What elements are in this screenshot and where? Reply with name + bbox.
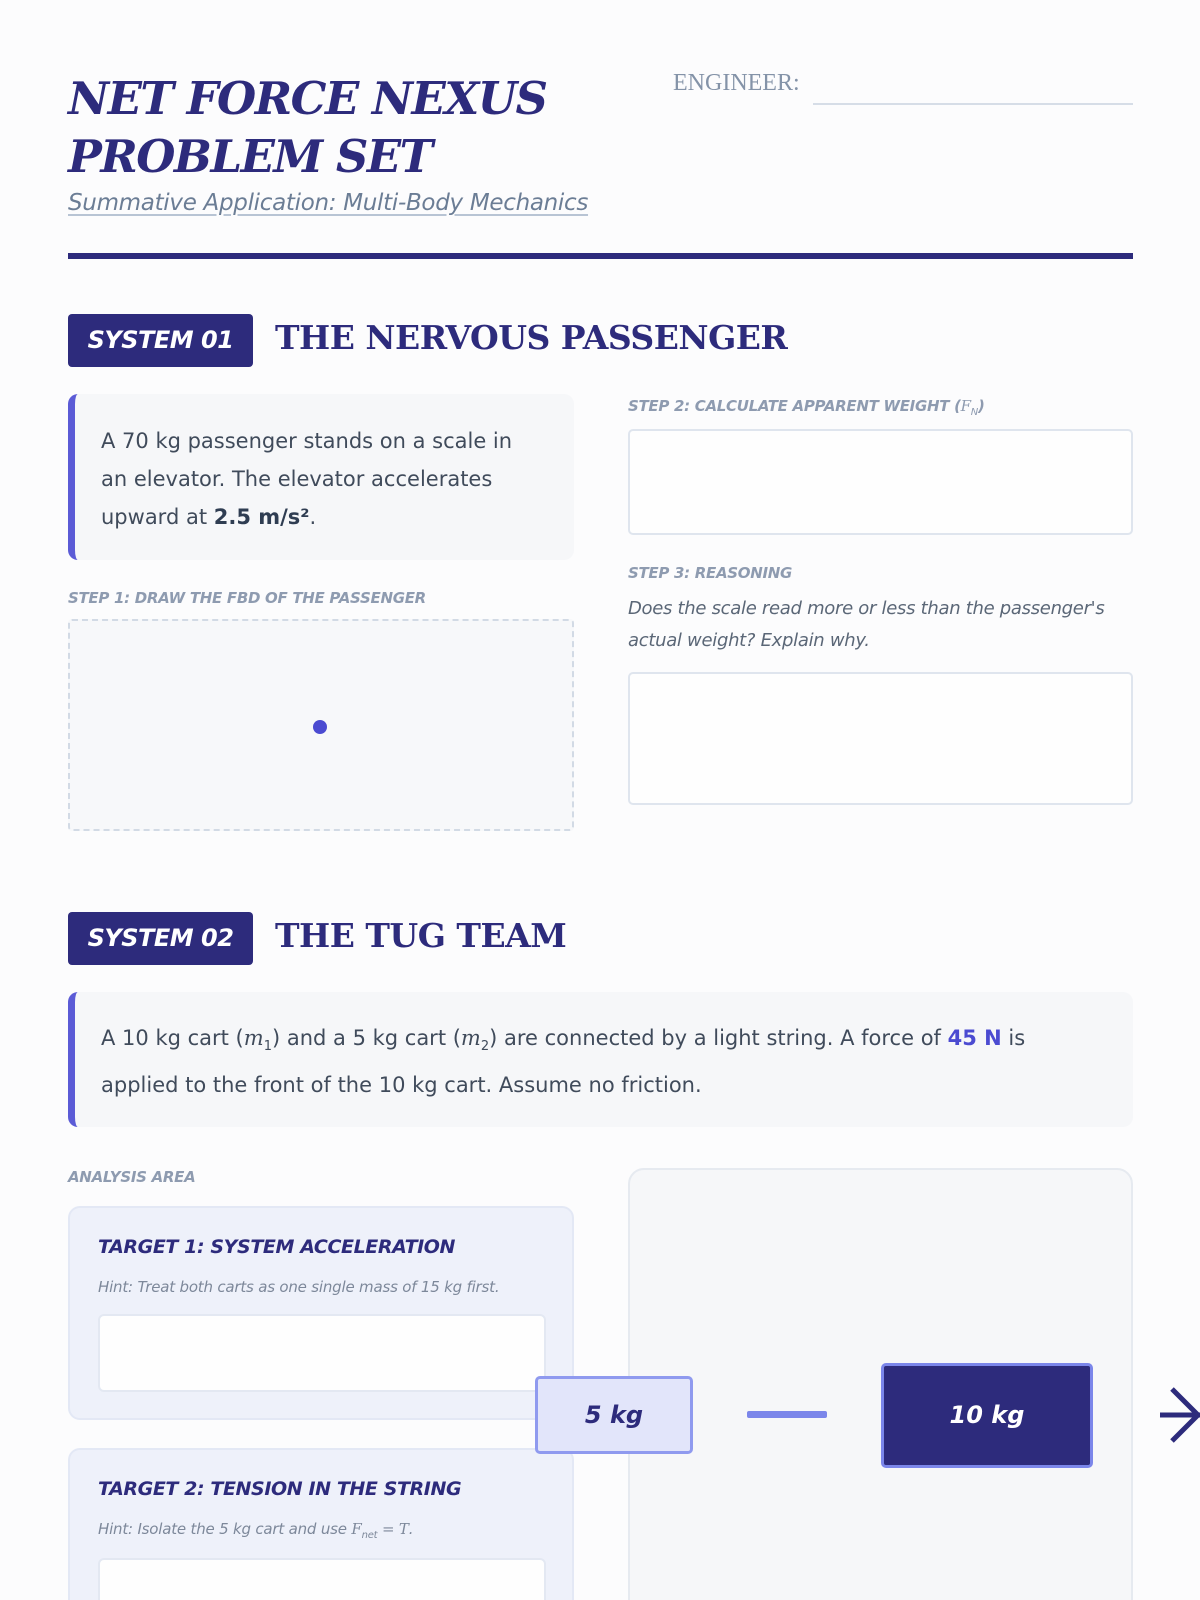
acceleration-input[interactable] <box>98 1314 546 1392</box>
target-2-hint <box>98 1520 413 1541</box>
analysis-area-label: ANALYSIS AREA <box>68 1168 196 1186</box>
problem-text-4: is applied to the front of the 10 kg cart. Assume no friction. <box>101 1026 1026 1098</box>
tension-input[interactable] <box>98 1558 546 1600</box>
tension-equation: = T <box>377 1520 409 1538</box>
m2-symbol: m <box>460 1026 481 1050</box>
fnet-symbol: F <box>351 1520 362 1538</box>
target-2-hint-text: Hint: Isolate the 5 kg cart and use <box>98 1520 352 1538</box>
m2-subscript: 2 <box>480 1039 490 1055</box>
fnet-subscript: net <box>361 1530 378 1541</box>
apparent-weight-input[interactable] <box>628 429 1133 535</box>
applied-force-value: 45 N <box>947 1026 1002 1050</box>
passenger-point-icon <box>313 720 327 734</box>
cart-5kg: 5 kg <box>535 1376 693 1454</box>
m1-subscript: 1 <box>263 1039 272 1055</box>
step-2-label <box>628 397 985 418</box>
problem-end: . <box>309 505 317 529</box>
fn-subscript: N <box>970 407 978 418</box>
system-02-badge: SYSTEM 02 <box>68 912 253 965</box>
cart-10kg: 10 kg <box>881 1363 1093 1468</box>
system-02-problem <box>68 992 1133 1127</box>
acceleration-value: 2.5 m/s² <box>213 505 310 529</box>
step-3-prompt: Does the scale read more or less than the passenger's actual weight? Explain why. <box>628 598 1105 651</box>
problem-text-2: ) and a 5 kg cart ( <box>271 1026 461 1050</box>
step-2-close: ) <box>977 397 985 415</box>
header-divider <box>68 253 1133 259</box>
system-01-badge: SYSTEM 01 <box>68 314 253 367</box>
applied-force-arrow-icon <box>1160 1385 1200 1445</box>
target-1-title: TARGET 1: SYSTEM ACCELERATION <box>98 1236 456 1258</box>
fn-symbol: F <box>960 397 971 415</box>
engineer-label: ENGINEER: <box>673 70 800 96</box>
step-3-label: STEP 3: REASONING <box>628 564 793 582</box>
problem-text-3: ) are connected by a light string. A force of <box>489 1026 948 1050</box>
string-connector <box>747 1411 827 1418</box>
step-1-label: STEP 1: DRAW THE FBD OF THE PASSENGER <box>68 589 426 607</box>
step-2-text: STEP 2: CALCULATE APPARENT WEIGHT ( <box>628 397 961 415</box>
target-2-hint-end: . <box>408 1520 414 1538</box>
engineer-name-field[interactable] <box>813 103 1133 105</box>
target-1-card <box>68 1206 574 1420</box>
system-01-problem <box>68 394 574 560</box>
target-2-title: TARGET 2: TENSION IN THE STRING <box>98 1478 462 1500</box>
system-01-title: THE NERVOUS PASSENGER <box>275 318 788 357</box>
target-1-hint: Hint: Treat both carts as one single mass of 15 kg first. <box>98 1278 500 1296</box>
m1-symbol: m <box>243 1026 264 1050</box>
page-title: NET FORCE NEXUS PROBLEM SET <box>68 72 547 183</box>
fbd-drawing-area[interactable] <box>68 619 574 831</box>
problem-text-1: A 10 kg cart ( <box>101 1026 244 1050</box>
page-subtitle: Summative Application: Multi-Body Mechanics <box>68 190 589 216</box>
target-2-card <box>68 1448 574 1600</box>
system-02-title: THE TUG TEAM <box>275 916 567 955</box>
reasoning-input[interactable] <box>628 672 1133 805</box>
problem-text: A 70 kg passenger stands on a scale in an elevator. The elevator accelerates upward at <box>101 429 513 529</box>
